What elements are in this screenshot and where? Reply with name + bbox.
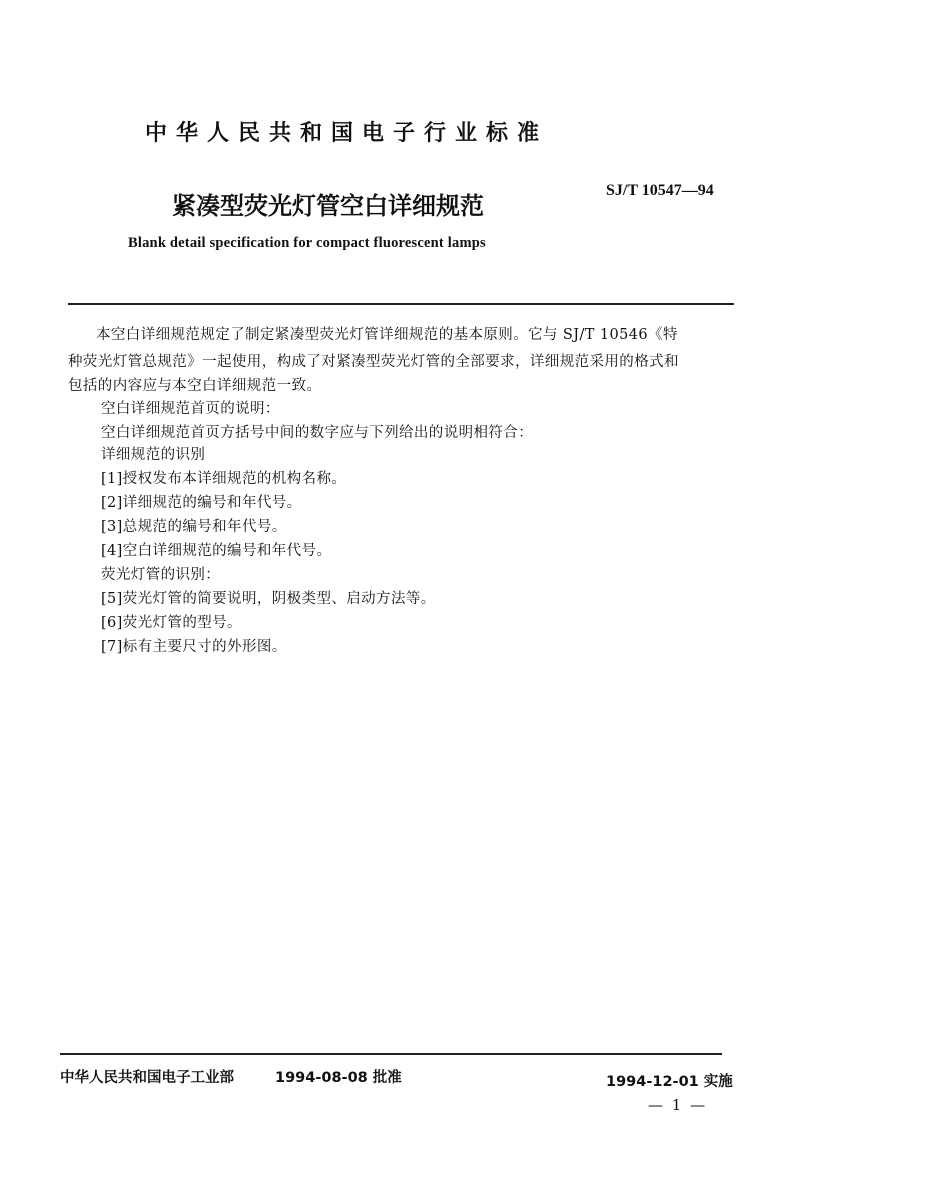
list-item: [4]空白详细规范的编号和年代号。 [101,543,332,559]
spec-identification-heading: 详细规范的识别 [101,447,206,463]
page-number: — 1 — [648,1096,708,1114]
list-item: [7]标有主要尺寸的外形图。 [101,639,287,655]
first-page-description: 空白详细规范首页方括号中间的数字应与下列给出的说明相符合： [101,425,534,441]
lamp-identification-heading: 荧光灯管的识别： [101,567,221,583]
intro-line-2: 种荧光灯管总规范》一起使用，构成了对紧凑型荧光灯管的全部要求，详细规范采用的格式和 [68,354,679,370]
bottom-divider [60,1053,722,1055]
list-item: [3]总规范的编号和年代号。 [101,519,287,535]
list-item: [6]荧光灯管的型号。 [101,615,242,631]
standard-number: SJ/T 10547—94 [606,182,714,199]
document-title-zh: 紧凑型荧光灯管空白详细规范 [172,192,484,220]
intro-line-1: 本空白详细规范规定了制定紧凑型荧光灯管详细规范的基本原则。它与 SJ/T 10546《特 [96,327,678,343]
approval-date: 1994-08-08 批准 [275,1070,402,1086]
implementation-date: 1994-12-01 实施 [606,1074,733,1090]
intro-line-3: 包括的内容应与本空白详细规范一致。 [68,378,322,394]
list-item: [2]详细规范的编号和年代号。 [101,495,302,511]
list-item: [5]荧光灯管的简要说明，阴极类型、启动方法等。 [101,591,436,607]
list-item: [1]授权发布本详细规范的机构名称。 [101,471,347,487]
standard-type-heading: 中华人民共和国电子行业标准 [145,121,549,146]
issuing-authority: 中华人民共和国电子工业部 [60,1070,234,1086]
top-divider [68,303,734,305]
document-title-en: Blank detail specification for compact fluorescent lamps [128,235,486,251]
first-page-heading: 空白详细规范首页的说明： [101,401,280,417]
